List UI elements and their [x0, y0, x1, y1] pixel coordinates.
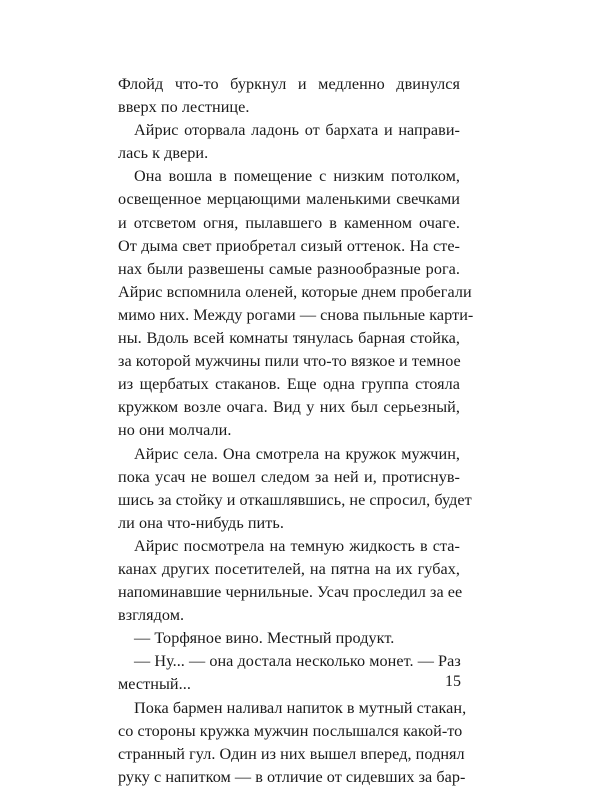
text-line: Флойд что-то буркнул и медленно двинулся: [118, 75, 460, 93]
text-line: нах были развешены самые разнообразные рога.: [118, 259, 460, 278]
text-line: и отсветом огня, пылавшего в каменном очаге.: [118, 213, 460, 232]
page-number: 15: [445, 673, 461, 690]
text-line: ны. Вдоль всей комнаты тянулась барная стойка,: [118, 329, 460, 348]
body-text: [118, 73, 474, 789]
text-line: руку с напитком — в отличие от сидевших за бар-: [118, 767, 466, 786]
text-line: со стороны кружка мужчин послышался какой-то: [118, 721, 463, 740]
text-line: пока усач не вошел следом за ней и, протиснув-: [118, 467, 460, 486]
text-line: Айрис села. Она смотрела на кружок мужчин,: [134, 444, 460, 463]
text-line: кружком возле очага. Вид у них был серьезный,: [118, 398, 460, 417]
text-line: странный гул. Один из них вышел вперед, поднял: [118, 744, 465, 763]
text-line: из щербатых стаканов. Еще одна группа стояла: [118, 375, 460, 394]
text-line: — Ну... — она достала несколько монет. — Раз: [134, 652, 461, 671]
text-line: за которой мужчины пили что-то вязкое и темное: [118, 352, 461, 371]
text-line: напоминавшие чернильные. Усач проследил за ее: [118, 583, 463, 602]
text-line: канах других посетителей, на пятна на их губах,: [118, 559, 460, 578]
text-line: взглядом.: [118, 606, 185, 625]
text-line: Айрис вспомнила оленей, которые днем пробегали: [118, 282, 472, 301]
text-line: мимо них. Между рогами — снова пыльные карти-: [118, 305, 474, 324]
text-line: лась к двери.: [118, 144, 209, 163]
text-line: шись за стойку и откашлявшись, не спросил, будет: [118, 490, 472, 509]
text-line: — Торфяное вино. Местный продукт.: [134, 629, 395, 648]
text-line: От дыма свет приобретал сизый оттенок. На сте-: [118, 236, 460, 255]
text-line: ли она что-нибудь пить.: [118, 513, 284, 532]
text-line: но они молчали.: [118, 421, 232, 440]
text-line: местный...: [118, 675, 191, 694]
text-line: Пока бармен наливал напиток в мутный стакан,: [134, 698, 467, 717]
text-line: Она вошла в помещение с низким потолком,: [134, 167, 460, 186]
text-line: освещенное мерцающими маленькими свечками: [118, 190, 460, 209]
text-line: Айрис посмотрела на темную жидкость в ста-: [134, 536, 460, 555]
text-line: Айрис оторвала ладонь от бархата и направи-: [134, 121, 460, 140]
text-line: вверх по лестнице.: [118, 98, 250, 117]
